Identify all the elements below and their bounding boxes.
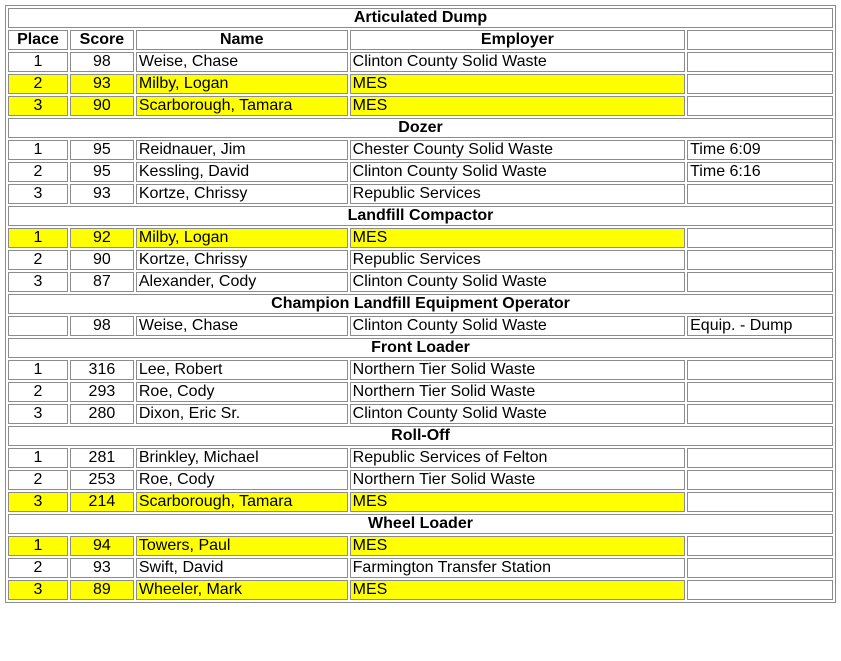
employer-cell: MES <box>350 536 685 556</box>
table-row <box>8 184 833 204</box>
note-cell <box>687 52 833 72</box>
name-cell: Dixon, Eric Sr. <box>136 404 348 424</box>
employer-cell: Chester County Solid Waste <box>350 140 685 160</box>
name-cell: Weise, Chase <box>136 316 348 336</box>
note-cell <box>687 96 833 116</box>
employer-cell: MES <box>350 228 685 248</box>
employer-cell: Clinton County Solid Waste <box>350 162 685 182</box>
score-cell: 98 <box>70 52 134 72</box>
place-cell: 2 <box>8 250 68 270</box>
table-row <box>8 250 833 270</box>
name-cell: Roe, Cody <box>136 470 348 490</box>
column-header-place: Place <box>8 30 68 50</box>
score-cell: 95 <box>70 162 134 182</box>
note-cell: Time 6:09 <box>687 140 833 160</box>
note-cell <box>687 470 833 490</box>
employer-cell: Clinton County Solid Waste <box>350 316 685 336</box>
section-header-row <box>8 118 833 138</box>
employer-cell: Northern Tier Solid Waste <box>350 360 685 380</box>
score-cell: 87 <box>70 272 134 292</box>
place-cell: 3 <box>8 492 68 512</box>
place-cell: 1 <box>8 228 68 248</box>
column-header-note <box>687 30 833 50</box>
results-table <box>5 5 836 603</box>
score-cell: 293 <box>70 382 134 402</box>
section-title: Front Loader <box>8 338 833 358</box>
employer-cell: Republic Services <box>350 184 685 204</box>
table-row <box>8 404 833 424</box>
employer-cell: Republic Services of Felton <box>350 448 685 468</box>
note-cell <box>687 558 833 578</box>
place-cell: 2 <box>8 162 68 182</box>
note-cell <box>687 382 833 402</box>
score-cell: 280 <box>70 404 134 424</box>
name-cell: Roe, Cody <box>136 382 348 402</box>
note-cell <box>687 360 833 380</box>
name-cell: Towers, Paul <box>136 536 348 556</box>
score-cell: 94 <box>70 536 134 556</box>
table-row <box>8 96 833 116</box>
table-row <box>8 74 833 94</box>
section-title: Roll-Off <box>8 426 833 446</box>
section-header-row <box>8 514 833 534</box>
table-row <box>8 52 833 72</box>
employer-cell: MES <box>350 580 685 600</box>
name-cell: Weise, Chase <box>136 52 348 72</box>
employer-cell: MES <box>350 492 685 512</box>
score-cell: 253 <box>70 470 134 490</box>
score-cell: 90 <box>70 96 134 116</box>
name-cell: Kortze, Chrissy <box>136 250 348 270</box>
note-cell: Equip. - Dump <box>687 316 833 336</box>
section-header-row <box>8 8 833 28</box>
name-cell: Alexander, Cody <box>136 272 348 292</box>
table-row <box>8 448 833 468</box>
section-title: Champion Landfill Equipment Operator <box>8 294 833 314</box>
column-header-score: Score <box>70 30 134 50</box>
score-cell: 316 <box>70 360 134 380</box>
place-cell: 3 <box>8 580 68 600</box>
score-cell: 93 <box>70 184 134 204</box>
place-cell: 1 <box>8 52 68 72</box>
place-cell <box>8 316 68 336</box>
column-header-name: Name <box>136 30 348 50</box>
name-cell: Scarborough, Tamara <box>136 96 348 116</box>
score-cell: 93 <box>70 74 134 94</box>
name-cell: Swift, David <box>136 558 348 578</box>
employer-cell: Northern Tier Solid Waste <box>350 382 685 402</box>
table-row <box>8 162 833 182</box>
table-row <box>8 536 833 556</box>
note-cell <box>687 228 833 248</box>
section-title: Articulated Dump <box>8 8 833 28</box>
name-cell: Kessling, David <box>136 162 348 182</box>
note-cell <box>687 250 833 270</box>
name-cell: Scarborough, Tamara <box>136 492 348 512</box>
name-cell: Milby, Logan <box>136 74 348 94</box>
name-cell: Milby, Logan <box>136 228 348 248</box>
note-cell <box>687 272 833 292</box>
employer-cell: Clinton County Solid Waste <box>350 404 685 424</box>
employer-cell: Republic Services <box>350 250 685 270</box>
place-cell: 1 <box>8 140 68 160</box>
score-cell: 92 <box>70 228 134 248</box>
note-cell <box>687 492 833 512</box>
place-cell: 2 <box>8 470 68 490</box>
employer-cell: MES <box>350 74 685 94</box>
score-cell: 95 <box>70 140 134 160</box>
place-cell: 3 <box>8 96 68 116</box>
section-title: Wheel Loader <box>8 514 833 534</box>
name-cell: Wheeler, Mark <box>136 580 348 600</box>
table-row <box>8 558 833 578</box>
score-cell: 98 <box>70 316 134 336</box>
score-cell: 281 <box>70 448 134 468</box>
section-title: Dozer <box>8 118 833 138</box>
note-cell <box>687 536 833 556</box>
section-header-row <box>8 206 833 226</box>
place-cell: 2 <box>8 558 68 578</box>
place-cell: 1 <box>8 360 68 380</box>
table-row <box>8 360 833 380</box>
table-row <box>8 272 833 292</box>
table-row <box>8 580 833 600</box>
place-cell: 2 <box>8 74 68 94</box>
name-cell: Kortze, Chrissy <box>136 184 348 204</box>
place-cell: 1 <box>8 536 68 556</box>
name-cell: Lee, Robert <box>136 360 348 380</box>
employer-cell: MES <box>350 96 685 116</box>
name-cell: Reidnauer, Jim <box>136 140 348 160</box>
place-cell: 2 <box>8 382 68 402</box>
section-header-row <box>8 426 833 446</box>
employer-cell: Clinton County Solid Waste <box>350 52 685 72</box>
employer-cell: Clinton County Solid Waste <box>350 272 685 292</box>
score-cell: 214 <box>70 492 134 512</box>
note-cell <box>687 74 833 94</box>
results-body <box>8 8 833 600</box>
section-header-row <box>8 294 833 314</box>
table-row <box>8 228 833 248</box>
name-cell: Brinkley, Michael <box>136 448 348 468</box>
column-header-row <box>8 30 833 50</box>
note-cell <box>687 448 833 468</box>
table-row <box>8 316 833 336</box>
table-row <box>8 470 833 490</box>
note-cell <box>687 184 833 204</box>
table-row <box>8 140 833 160</box>
note-cell <box>687 404 833 424</box>
score-cell: 89 <box>70 580 134 600</box>
score-cell: 93 <box>70 558 134 578</box>
table-row <box>8 382 833 402</box>
place-cell: 1 <box>8 448 68 468</box>
note-cell: Time 6:16 <box>687 162 833 182</box>
score-cell: 90 <box>70 250 134 270</box>
section-title: Landfill Compactor <box>8 206 833 226</box>
table-row <box>8 492 833 512</box>
place-cell: 3 <box>8 184 68 204</box>
employer-cell: Northern Tier Solid Waste <box>350 470 685 490</box>
section-header-row <box>8 338 833 358</box>
employer-cell: Farmington Transfer Station <box>350 558 685 578</box>
place-cell: 3 <box>8 272 68 292</box>
note-cell <box>687 580 833 600</box>
column-header-employer: Employer <box>350 30 685 50</box>
place-cell: 3 <box>8 404 68 424</box>
